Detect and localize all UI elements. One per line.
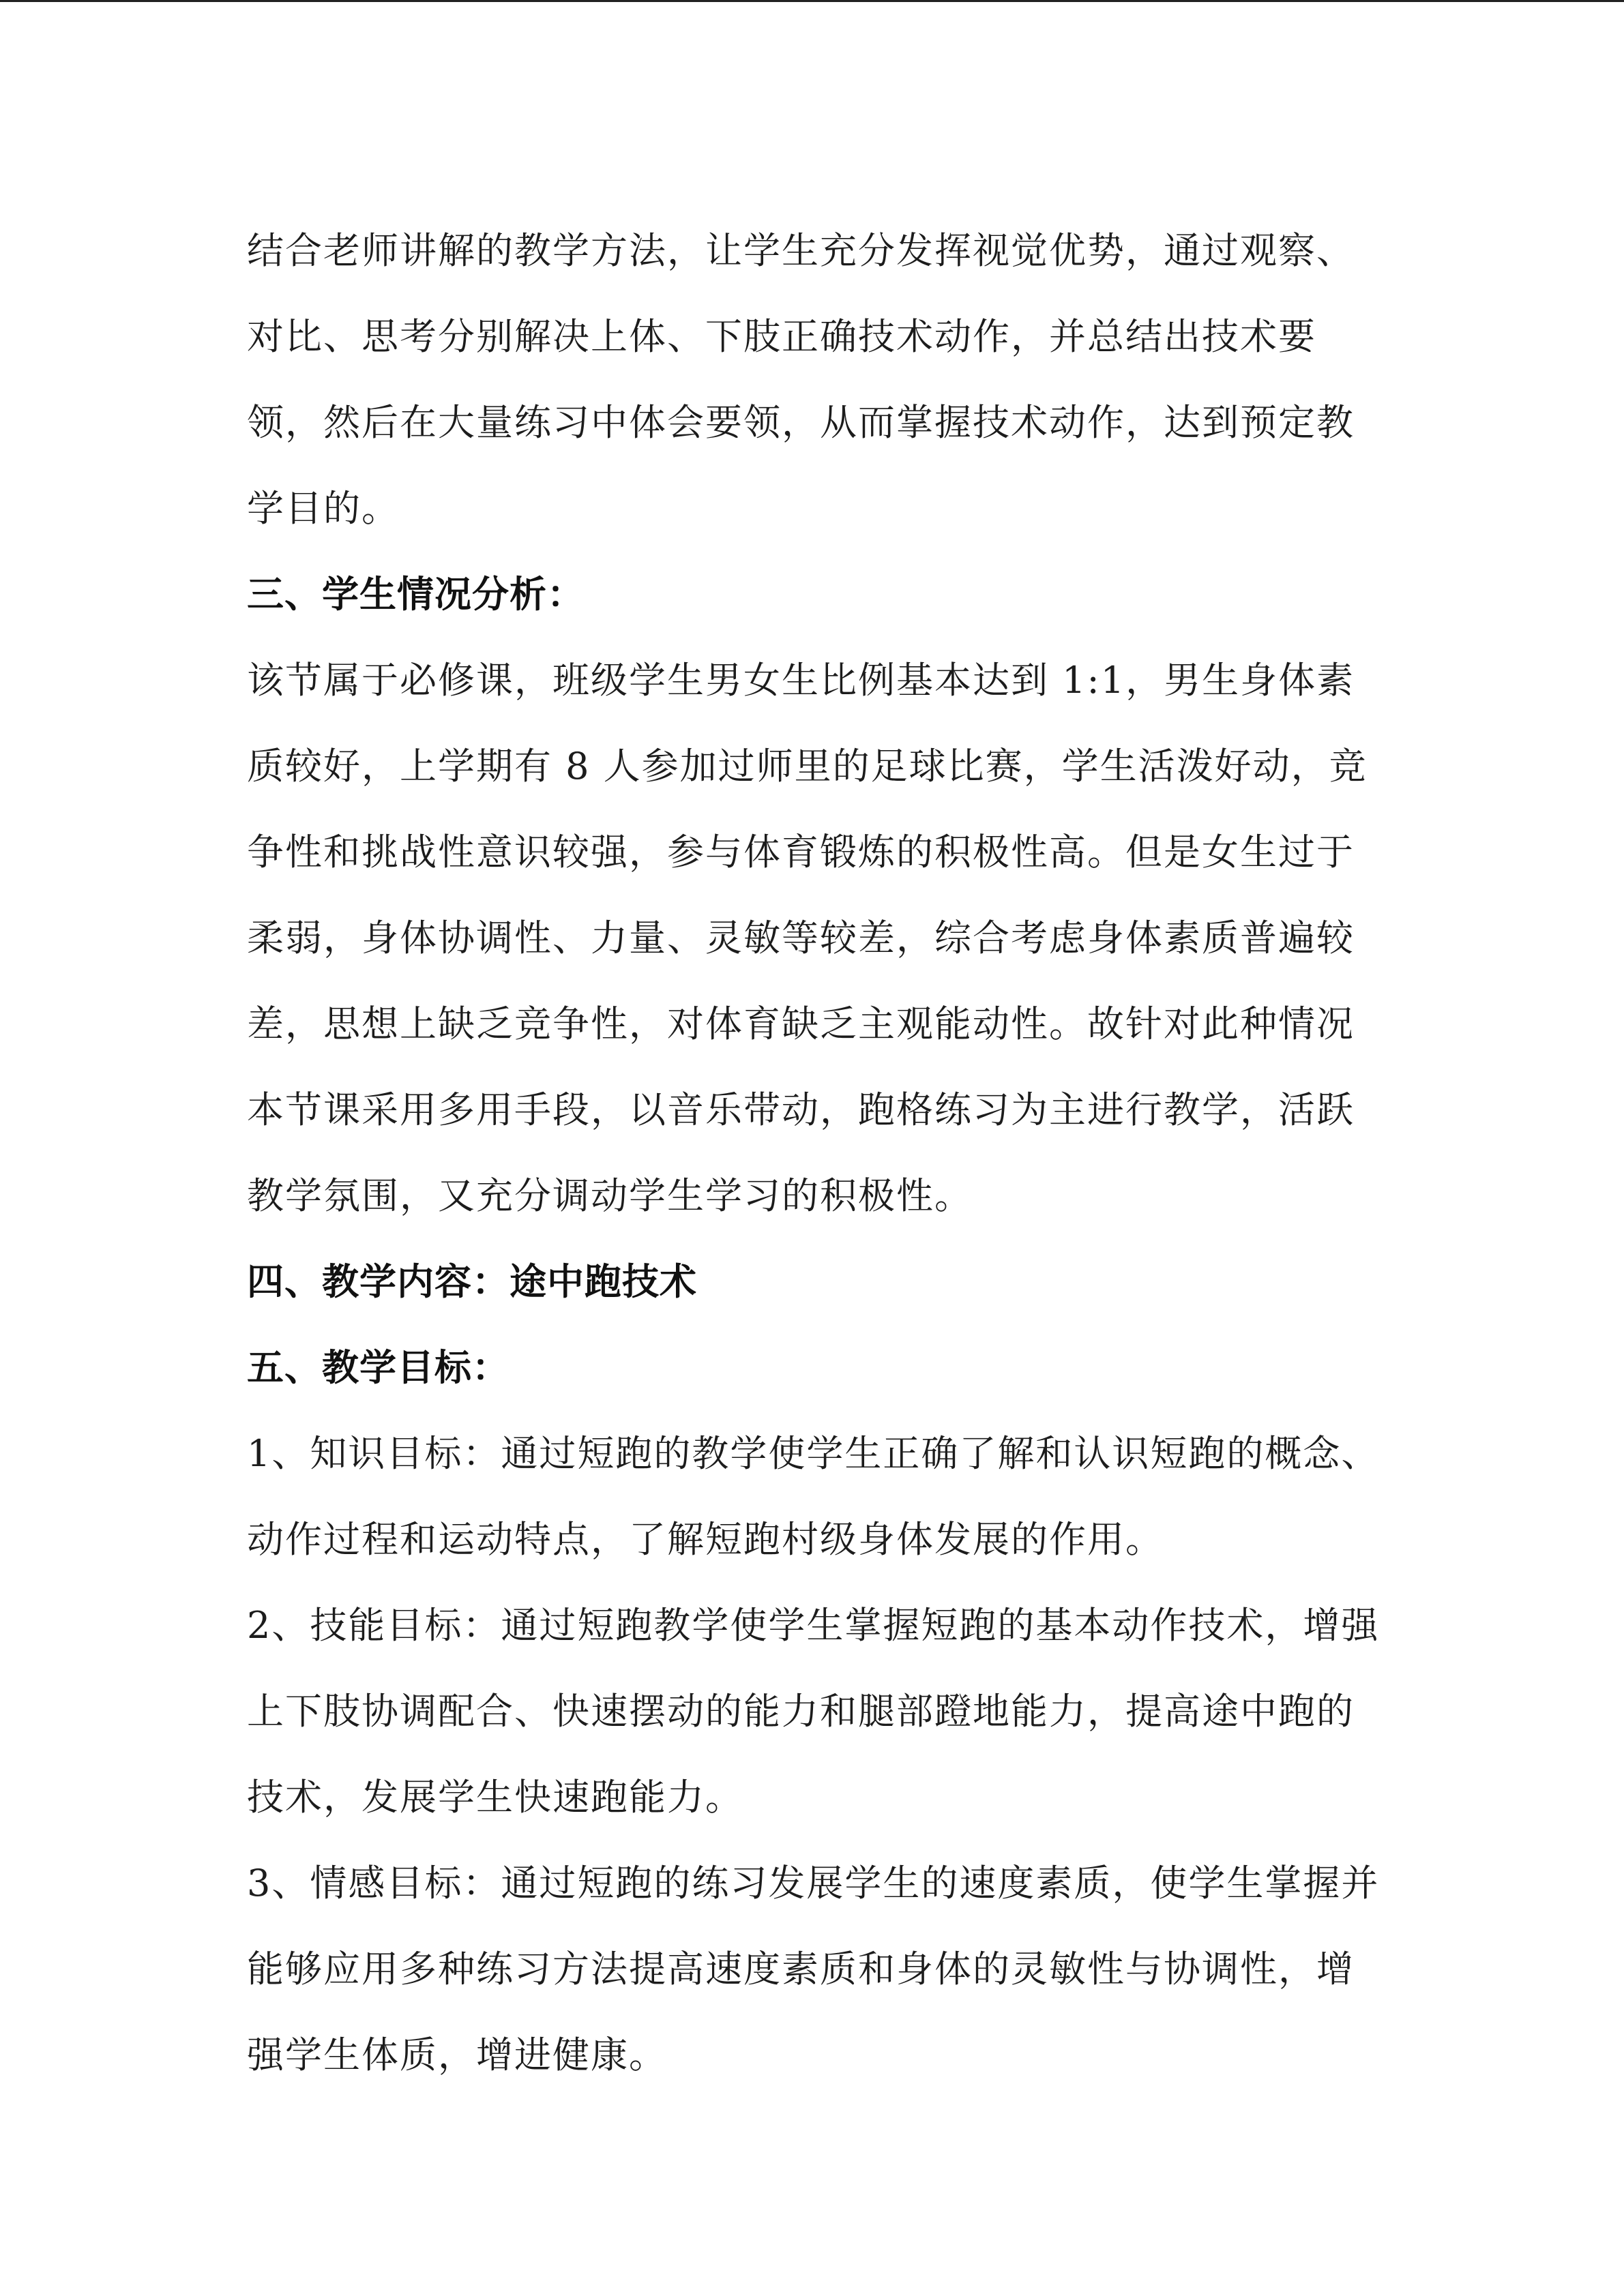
- paragraph-line: 领，然后在大量练习中体会要领，从而掌握技术动作，达到预定教: [247, 401, 1355, 444]
- paragraph-line: 强学生体质，增进健康。: [247, 2033, 667, 2076]
- paragraph-line: 教学氛围，又充分调动学生学习的积极性。: [247, 1174, 973, 1217]
- paragraph-line: 技术，发展学生快速跑能力。: [247, 1776, 743, 1819]
- paragraph-line: 1、知识目标：通过短跑的教学使学生正确了解和认识短跑的概念、: [247, 1432, 1380, 1475]
- paragraph-line: 上下肢协调配合、快速摆动的能力和腿部蹬地能力，提高途中跑的: [247, 1690, 1355, 1733]
- section-heading: 三、学生情况分析：: [247, 573, 585, 616]
- document-body: [247, 208, 1379, 2098]
- paragraph-line: 3、情感目标：通过短跑的练习发展学生的速度素质，使学生掌握并: [247, 1862, 1380, 1905]
- paragraph-line: 差，思想上缺乏竞争性，对体育缺乏主观能动性。故针对此种情况: [247, 1002, 1355, 1045]
- paragraph-line: 2、技能目标：通过短跑教学使学生掌握短跑的基本动作技术，增强: [247, 1604, 1380, 1647]
- section-heading: 五、教学目标：: [247, 1346, 510, 1389]
- paragraph-line: 学目的。: [247, 487, 400, 530]
- paragraph-line: 对比、思考分别解决上体、下肢正确技术动作，并总结出技术要: [247, 315, 1316, 358]
- paragraph-line: 该节属于必修课，班级学生男女生比例基本达到 1:1，男生身体素: [247, 659, 1355, 702]
- paragraph-line: 动作过程和运动特点，了解短跑村级身体发展的作用。: [247, 1518, 1164, 1561]
- paragraph-line: 质较好，上学期有 8 人参加过师里的足球比赛，学生活泼好动，竞: [247, 745, 1368, 788]
- paragraph-line: 结合老师讲解的教学方法，让学生充分发挥视觉优势，通过观察、: [247, 229, 1355, 272]
- paragraph-line: 柔弱，身体协调性、力量、灵敏等较差，综合考虑身体素质普遍较: [247, 916, 1355, 959]
- section-heading: 四、教学内容：途中跑技术: [247, 1260, 697, 1303]
- paragraph-line: 争性和挑战性意识较强，参与体育锻炼的积极性高。但是女生过于: [247, 831, 1355, 874]
- paragraph-line: 本节课采用多用手段，以音乐带动，跑格练习为主进行教学，活跃: [247, 1088, 1355, 1131]
- paragraph-line: 能够应用多种练习方法提高速度素质和身体的灵敏性与协调性，增: [247, 1948, 1355, 1991]
